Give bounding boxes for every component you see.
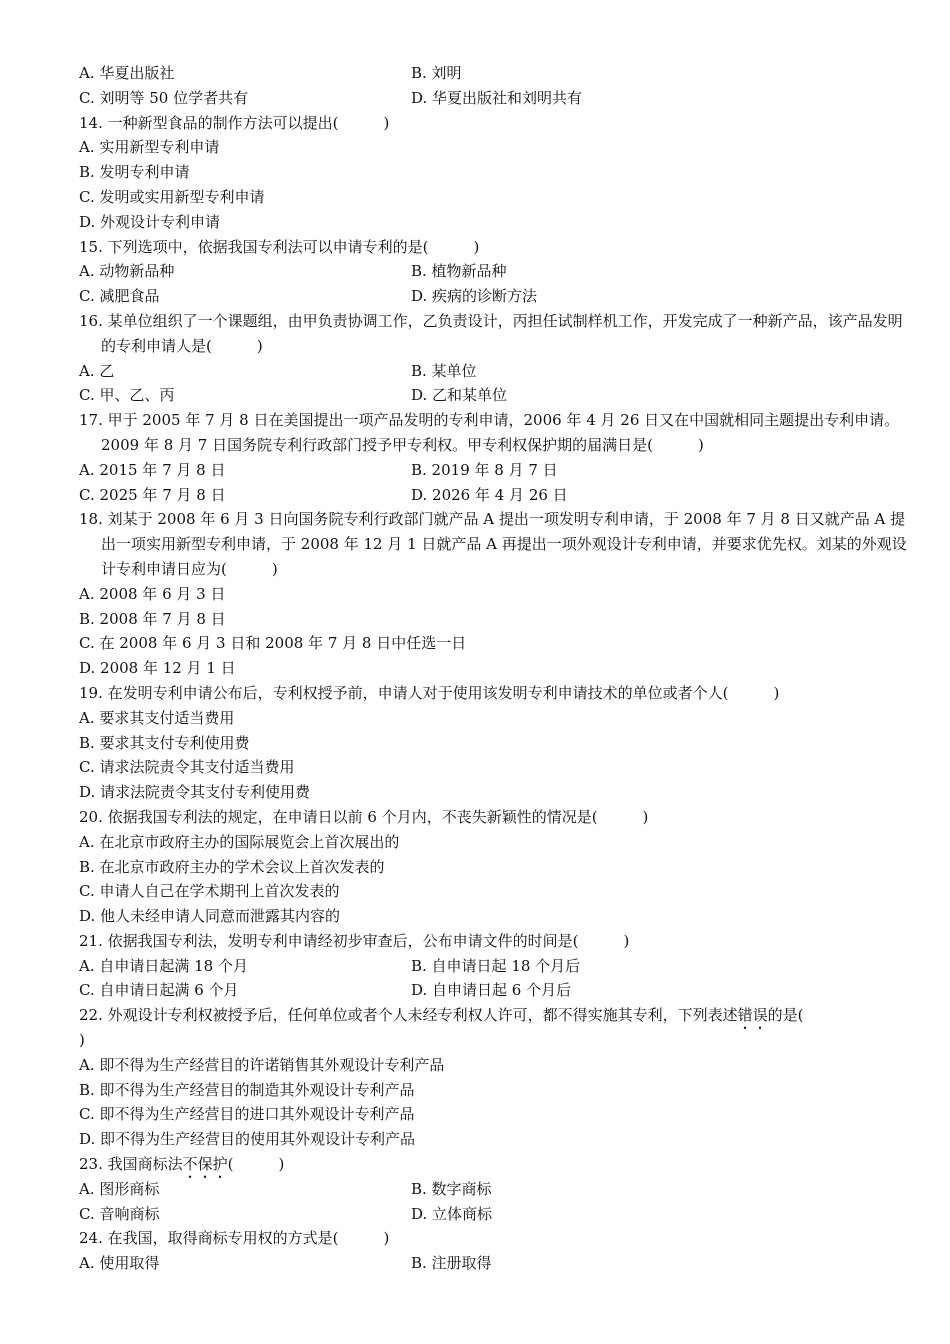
- q19-option-d: D. 请求法院责令其支付专利使用费: [79, 783, 311, 802]
- q14-option-b: B. 发明专利申请: [79, 163, 190, 182]
- q16-stem: 16. 某单位组织了一个课题组，由甲负责协调工作，乙负责设计，丙担任试制样机工作，开发完成了一种新产品，该产品发明的专利申请人是( ): [79, 311, 903, 355]
- q22-stem-line-2: ): [79, 1031, 85, 1050]
- q16-option-d: D. 乙和某单位: [411, 386, 508, 405]
- q21-stem: 21. 依据我国专利法，发明专利申请经初步审查后，公布申请文件的时间是( ): [79, 931, 630, 950]
- q14-option-d: D. 外观设计专利申请: [79, 212, 221, 231]
- q22-stem-before: 22. 外观设计专利权被授予后，任何单位或者个人未经专利权人许可，都不得实施其专利，下列表述: [79, 1006, 738, 1025]
- q17-options-row-2: [79, 483, 950, 508]
- q15-stem: 15. 下列选项中，依据我国专利法可以申请专利的是( ): [79, 237, 480, 256]
- q15-option-a: A. 动物新品种: [79, 262, 175, 281]
- q17-options-row-1: [79, 458, 950, 483]
- q23-stem-before: 23. 我国商标法: [79, 1155, 183, 1174]
- q22-stem: [79, 1003, 950, 1028]
- q24-stem: 24. 在我国，取得商标专用权的方式是( ): [79, 1229, 390, 1248]
- q18-option-d: D. 2008 年 12 月 1 日: [79, 659, 236, 678]
- q13-options-row-2: [79, 86, 950, 111]
- q14-option-c: C. 发明或实用新型专利申请: [79, 187, 265, 206]
- q18-option-c: C. 在 2008 年 6 月 3 日和 2008 年 7 月 8 日中任选一日: [79, 634, 467, 653]
- q17-option-b: B. 2019 年 8 月 7 日: [411, 460, 558, 479]
- q23-stem-after: ( ): [227, 1155, 285, 1174]
- q23-stem-emphasis: 不保护: [182, 1155, 228, 1174]
- q23-options-row-1: [79, 1177, 950, 1202]
- q24-option-b: B. 注册取得: [411, 1254, 492, 1273]
- q18-option-b: B. 2008 年 7 月 8 日: [79, 609, 226, 628]
- q13-options-row-1: [79, 61, 950, 86]
- q18-stem: 18. 刘某于 2008 年 6 月 3 日向国务院专利行政部门就产品 A 提出一项发明专利申请，于 2008 年 7 月 8 日又就产品 A 提出一项实用新型专利申请，于 2008 年 12 月 1 日就产品 A 再提出一项外观设计专利申请，并要求优先权。刘某的外观设计专利申请日应为( ): [79, 510, 907, 578]
- q16-option-b: B. 某单位: [411, 361, 477, 380]
- q16-option-c: C. 甲、乙、丙: [79, 386, 175, 405]
- q20-option-b: B. 在北京市政府主办的学术会议上首次发表的: [79, 857, 385, 876]
- q23-option-c: C. 音响商标: [79, 1204, 160, 1223]
- q21-option-b: B. 自申请日起 18 个月后: [411, 956, 581, 975]
- q13-option-b: B. 刘明: [411, 64, 462, 82]
- q21-options-row-1: [79, 954, 950, 979]
- q19-option-b: B. 要求其支付专利使用费: [79, 733, 250, 752]
- q13-option-c: C. 刘明等 50 位学者共有: [79, 88, 249, 107]
- q22-option-b: B. 即不得为生产经营目的制造其外观设计专利产品: [79, 1080, 415, 1099]
- q22-option-c: C. 即不得为生产经营目的进口其外观设计专利产品: [79, 1105, 415, 1124]
- q22-option-a: A. 即不得为生产经营目的许诺销售其外观设计专利产品: [79, 1055, 445, 1074]
- q20-stem: 20. 依据我国专利法的规定，在申请日以前 6 个月内，不丧失新颖性的情况是( ): [79, 807, 649, 826]
- q22-option-d: D. 即不得为生产经营目的使用其外观设计专利产品: [79, 1130, 416, 1149]
- q22-stem-emphasis: 错误: [737, 1006, 768, 1025]
- q17-option-c: C. 2025 年 7 月 8 日: [79, 485, 226, 504]
- q17-option-a: A. 2015 年 7 月 8 日: [79, 460, 226, 479]
- q14-option-a: A. 实用新型专利申请: [79, 138, 220, 157]
- q13-option-a: A. 华夏出版社: [79, 64, 175, 82]
- q23-option-b: B. 数字商标: [411, 1179, 492, 1198]
- q23-stem: [79, 1152, 950, 1177]
- q22-stem-after: 的是(: [767, 1006, 804, 1025]
- q15-option-b: B. 植物新品种: [411, 262, 507, 281]
- q17-option-d: D. 2026 年 4 月 26 日: [411, 485, 568, 504]
- q16-options-row-2: [79, 383, 950, 408]
- q24-option-a: A. 使用取得: [79, 1254, 160, 1273]
- q21-option-d: D. 自申请日起 6 个月后: [411, 981, 572, 1000]
- q19-stem: 19. 在发明专利申请公布后，专利权授予前，申请人对于使用该发明专利申请技术的单位或者个人( ): [79, 683, 780, 702]
- q19-option-a: A. 要求其支付适当费用: [79, 708, 235, 727]
- q17-stem: 17. 甲于 2005 年 7 月 8 日在美国提出一项产品发明的专利申请，2006 年 4 月 26 日又在中国就相同主题提出专利申请。2009 年 8 月 7 日国务院专利行政部门授予甲专利权。甲专利权保护期的届满日是( ): [79, 411, 900, 454]
- q21-option-a: A. 自申请日起满 18 个月: [79, 956, 248, 975]
- q14-stem: 14. 一种新型食品的制作方法可以提出( ): [79, 113, 390, 132]
- q16-options-row-1: [79, 359, 950, 384]
- q23-option-d: D. 立体商标: [411, 1204, 493, 1223]
- q15-option-c: C. 减肥食品: [79, 287, 160, 306]
- q20-option-d: D. 他人未经申请人同意而泄露其内容的: [79, 907, 341, 926]
- q21-options-row-2: [79, 978, 950, 1003]
- q18-option-a: A. 2008 年 6 月 3 日: [79, 584, 226, 603]
- q23-option-a: A. 图形商标: [79, 1179, 160, 1198]
- q24-options-row-1: [79, 1251, 950, 1276]
- q15-options-row-1: [79, 259, 950, 284]
- q15-options-row-2: [79, 284, 950, 309]
- q16-option-a: A. 乙: [79, 361, 115, 380]
- q19-option-c: C. 请求法院责令其支付适当费用: [79, 758, 295, 777]
- q20-option-a: A. 在北京市政府主办的国际展览会上首次展出的: [79, 832, 400, 851]
- q13-option-d: D. 华夏出版社和刘明共有: [411, 88, 583, 107]
- q15-option-d: D. 疾病的诊断方法: [411, 287, 538, 306]
- q21-option-c: C. 自申请日起满 6 个月: [79, 981, 239, 1000]
- q23-options-row-2: [79, 1202, 950, 1227]
- q20-option-c: C. 申请人自己在学术期刊上首次发表的: [79, 882, 340, 901]
